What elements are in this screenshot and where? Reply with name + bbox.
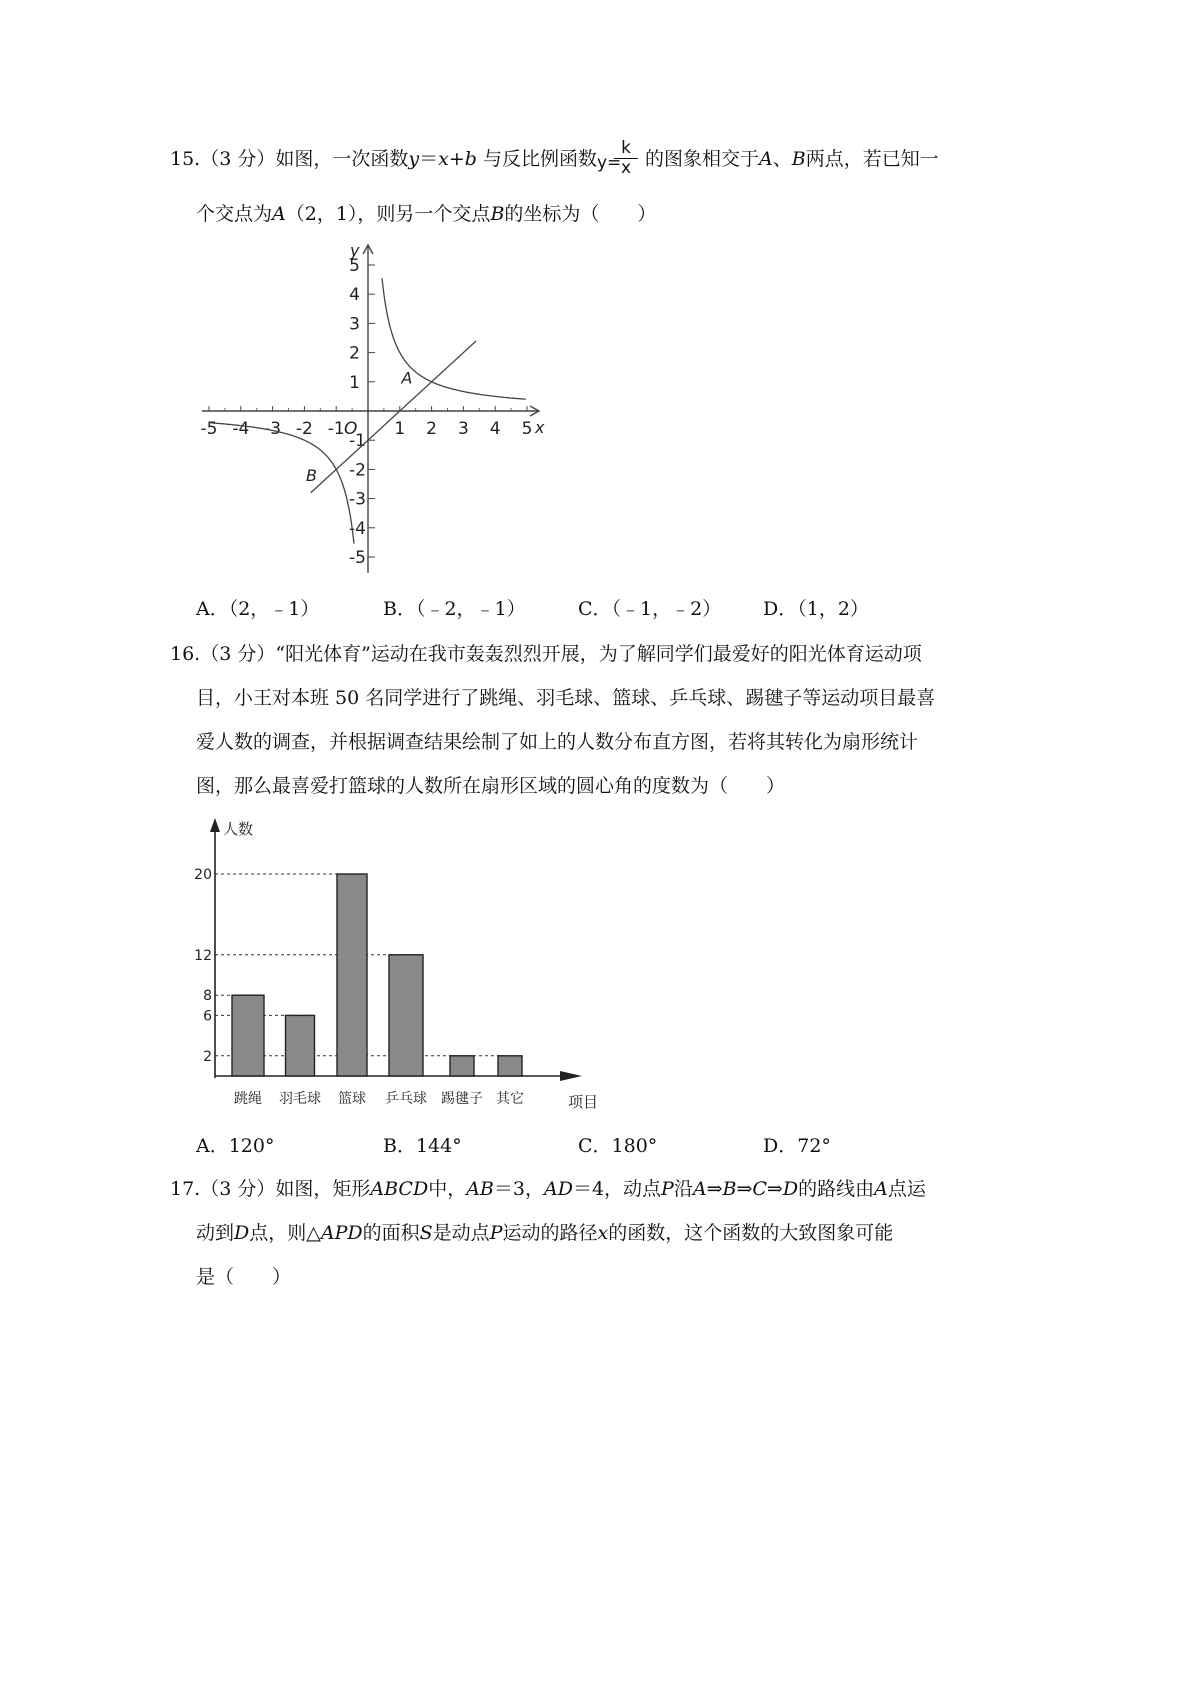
y-tick-label: 6 [203, 1008, 212, 1025]
q15-line-1: 15.（3 分）如图，一次函数y＝x+b 与反比例函数 的图象相交于A、B两点，若已知一 [170, 148, 939, 170]
q15-option-d[interactable]: D．（1，2） [763, 598, 869, 620]
y-axis-label: 人数 [223, 820, 254, 838]
y-tick-label: -5 [349, 548, 366, 568]
q16-number: 16. [170, 643, 201, 665]
q16-line-1: 16.（3 分）“阳光体育”运动在我市轰轰烈烈开展，为了解同学们最爱好的阳光体育运动项 [170, 643, 922, 665]
q17-number: 17. [170, 1178, 201, 1200]
x-tick-label: 篮球 [338, 1091, 366, 1107]
bar [337, 874, 367, 1076]
q15-score: （3 分） [200, 148, 276, 170]
y-tick-label: 1 [349, 372, 360, 393]
y-tick-label: -4 [349, 518, 366, 539]
x-tick-label: -4 [232, 419, 250, 439]
fraction-k-over-x: $\frac{k}{x}$ [614, 139, 638, 178]
y-tick-label: -2 [349, 460, 366, 481]
q16-line-4: 图，那么最喜爱打篮球的人数所在扇形区域的圆心角的度数为（ ） [196, 775, 786, 797]
x-tick-label: 4 [489, 419, 501, 439]
q15-option-c[interactable]: C．（﹣1，﹣2） [578, 598, 722, 620]
q15-line-2: 个交点为A（2，1），则另一个交点B的坐标为（ ） [196, 203, 657, 225]
y-tick-label: 20 [194, 867, 212, 883]
q16-line-2: 目，小王对本班 50 名同学进行了跳绳、羽毛球、篮球、乒乓球、踢毽子等运动项目最喜 [196, 687, 936, 709]
x-tick-label: 跳绳 [234, 1091, 262, 1107]
x-axis-label: x [535, 418, 545, 437]
q16-option-d[interactable]: D．72° [763, 1135, 831, 1157]
x-tick-label: 羽毛球 [279, 1091, 321, 1107]
y-tick-label: -3 [349, 489, 366, 510]
q16-score: （3 分） [200, 643, 276, 665]
x-axis-arrow [560, 1071, 582, 1081]
x-tick-label: 乒乓球 [385, 1091, 427, 1107]
bar [389, 955, 423, 1076]
x-tick-label: 3 [457, 419, 469, 439]
q17-score: （3 分） [200, 1178, 276, 1200]
bar [450, 1056, 474, 1076]
bar [232, 995, 264, 1076]
q15-number: 15. [170, 148, 201, 170]
y-tick-label: 3 [349, 314, 360, 335]
x-axis-label: 项目 [568, 1093, 599, 1111]
q15-option-a[interactable]: A．（2，﹣1） [196, 598, 320, 620]
x-tick-label: -3 [264, 419, 282, 439]
x-tick-label: -1 [327, 419, 345, 439]
fraction-y: y= [597, 153, 622, 173]
q16-line-3: 爱人数的调查，并根据调查结果绘制了如上的人数分布直方图，若将其转化为扇形统计 [196, 731, 919, 753]
q16-option-a[interactable]: A．120° [196, 1135, 275, 1157]
q16-option-b[interactable]: B．144° [383, 1135, 462, 1157]
q17-line-2: 动到D点，则△APD的面积S是动点P运动的路径x的函数，这个函数的大致图象可能 [196, 1222, 894, 1244]
x-tick-label: 2 [426, 419, 438, 439]
x-tick-label: 踢毽子 [441, 1091, 483, 1107]
origin-label: O [344, 419, 358, 439]
q17-line-3: 是（ ） [196, 1266, 292, 1288]
y-axis-arrow [210, 818, 220, 832]
q15-option-b[interactable]: B．（﹣2，﹣1） [383, 598, 526, 620]
x-tick-label: 5 [521, 419, 533, 439]
y-tick-label: 4 [349, 285, 360, 306]
y-tick-label: 2 [203, 1048, 212, 1065]
y-tick-label: -1 [349, 431, 366, 452]
y-tick-label: 5 [349, 256, 360, 276]
x-tick-label: -2 [295, 419, 313, 439]
x-tick-label: 1 [394, 419, 406, 439]
x-tick-label: -5 [200, 419, 218, 439]
y-tick-label: 12 [194, 947, 212, 964]
y-tick-label: 8 [203, 988, 212, 1005]
q16-option-c[interactable]: C．180° [578, 1135, 658, 1157]
point-a-label: A [401, 368, 413, 388]
bar [498, 1056, 522, 1076]
hyperbola-branch-left [209, 423, 354, 544]
x-tick-label: 其它 [496, 1091, 524, 1107]
q17-line-1: 17.（3 分）如图，矩形ABCD中，AB＝3，AD＝4，动点P沿A⇒B⇒C⇒D的路线由A点运 [170, 1178, 926, 1200]
bar-chart [190, 812, 610, 1117]
y-axis-label: y [350, 241, 360, 260]
y-tick-label: 2 [349, 343, 360, 364]
point-b-label: B [305, 466, 317, 486]
coordinate-graph [180, 238, 560, 578]
linear-function-line [311, 341, 476, 493]
bar [286, 1015, 315, 1076]
